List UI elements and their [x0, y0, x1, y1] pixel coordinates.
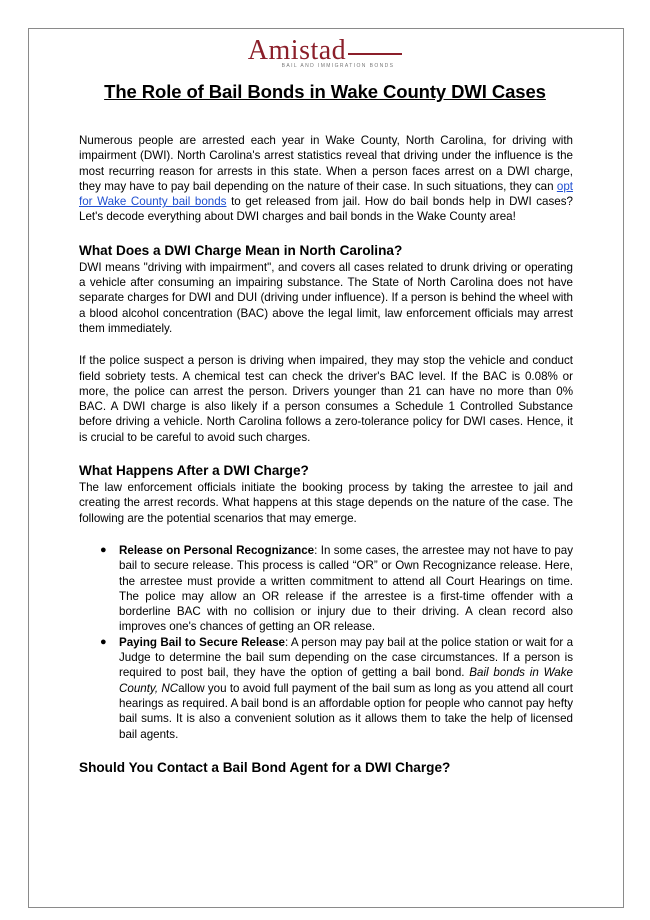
- logo-tagline: BAIL AND IMMIGRATION BONDS: [281, 63, 395, 69]
- document-body: [79, 133, 573, 777]
- item2-text-1: : A person may pay bail at the police station or wait for a Judge to determine the bail sum depending on the case circumstances. If a person is required to post bail, they have the option of getting a bail bond.: [119, 635, 574, 680]
- logo-rule: [348, 53, 402, 55]
- bullet-icon: ●: [100, 635, 107, 648]
- spacer: [79, 225, 573, 242]
- section2-heading: What Happens After a DWI Charge?: [79, 463, 309, 479]
- scenario-list: [79, 543, 573, 742]
- item2-label: Paying Bail to Secure Release: [119, 635, 285, 649]
- logo-name: Amistad: [247, 35, 347, 66]
- intro-text-before: Numerous people are arrested each year in Wake County, North Carolina, for driving with impairment (DWI). North Carolina's arrest statistics reveal that driving under the influence is the most recurring reason for arrests in this state. When a person faces arrest on a DWI charge, they may have to pay bail depending on the nature of their case. In such situations, they can: [79, 134, 573, 193]
- item1-label: Release on Personal Recognizance: [119, 543, 315, 557]
- list-item: [79, 543, 573, 635]
- logo-wordmark: [248, 36, 402, 66]
- spacer: [79, 526, 573, 543]
- list-item: [79, 635, 573, 742]
- spacer: [79, 445, 573, 462]
- item1-text: : In some cases, the arrestee may not have to pay bail to secure release. This process is called “OR” or Own Recognizance release. Here, the arrestee must provide a written commitment to attend all Court Hearings on time. The police may allow an OR release if the arrestee is a first-time offender with a borderline BAC with no collision or injury due to their driving. A clean record also improves one's chances of getting an OR release.: [119, 543, 573, 634]
- page-title: The Role of Bail Bonds in Wake County DWI Cases: [104, 81, 546, 102]
- section1-heading: What Does a DWI Charge Mean in North Carolina?: [79, 242, 403, 258]
- spacer: [79, 742, 573, 759]
- section1-paragraph-1: DWI means "driving with impairment", and covers all cases related to drunk driving or operating a vehicle after consuming an impairing substance. The State of North Carolina does not have separate charges for DWI and DUI (driving under influence). If a person is behind the wheel with a blood alcohol concentration (BAC) above the legal limit, law enforcement officials may arrest them immediately.: [79, 260, 573, 335]
- item2-italic: Bail bonds in Wake County, NC: [119, 666, 573, 695]
- section2-paragraph: The law enforcement officials initiate the booking process by taking the arrestee to jail and creating the arrest records. What happens at this stage depends on the nature of the case. The following are the potential scenarios that may emerge.: [79, 481, 573, 525]
- bullet-icon: ●: [100, 543, 107, 556]
- intro-text-after: to get released from jail. How do bail bonds help in DWI cases? Let's decode everything about DWI charges and bail bonds in the Wake County area!: [79, 195, 573, 224]
- item2-text-2: allow you to avoid full payment of the bail sum as long as you attend all court hearings as required. A bail bond is an affordable option for people who cannot pay hefty bail sums. It is also a convenient solution as it allows them to take the help of licensed bail agents.: [119, 681, 573, 741]
- intro-paragraph: [79, 133, 573, 225]
- section3-heading: Should You Contact a Bail Bond Agent for a DWI Charge?: [79, 759, 451, 775]
- bail-bonds-link[interactable]: opt for Wake County bail bonds: [79, 179, 573, 209]
- section1-paragraph-2: If the police suspect a person is driving when impaired, they may stop the vehicle and conduct field sobriety tests. A chemical test can check the driver's BAC level. If the BAC is 0.08% or more, the police can arrest the person. Drivers younger than 21 can have no more than 0% BAC. A DWI charge is also likely if a person consumes a Schedule 1 Controlled Substance before driving a vehicle. North Carolina follows a zero-tolerance policy for DWI cases. Hence, it is crucial to be careful to avoid such charges.: [79, 354, 573, 444]
- spacer: [79, 336, 573, 353]
- logo: [0, 36, 650, 69]
